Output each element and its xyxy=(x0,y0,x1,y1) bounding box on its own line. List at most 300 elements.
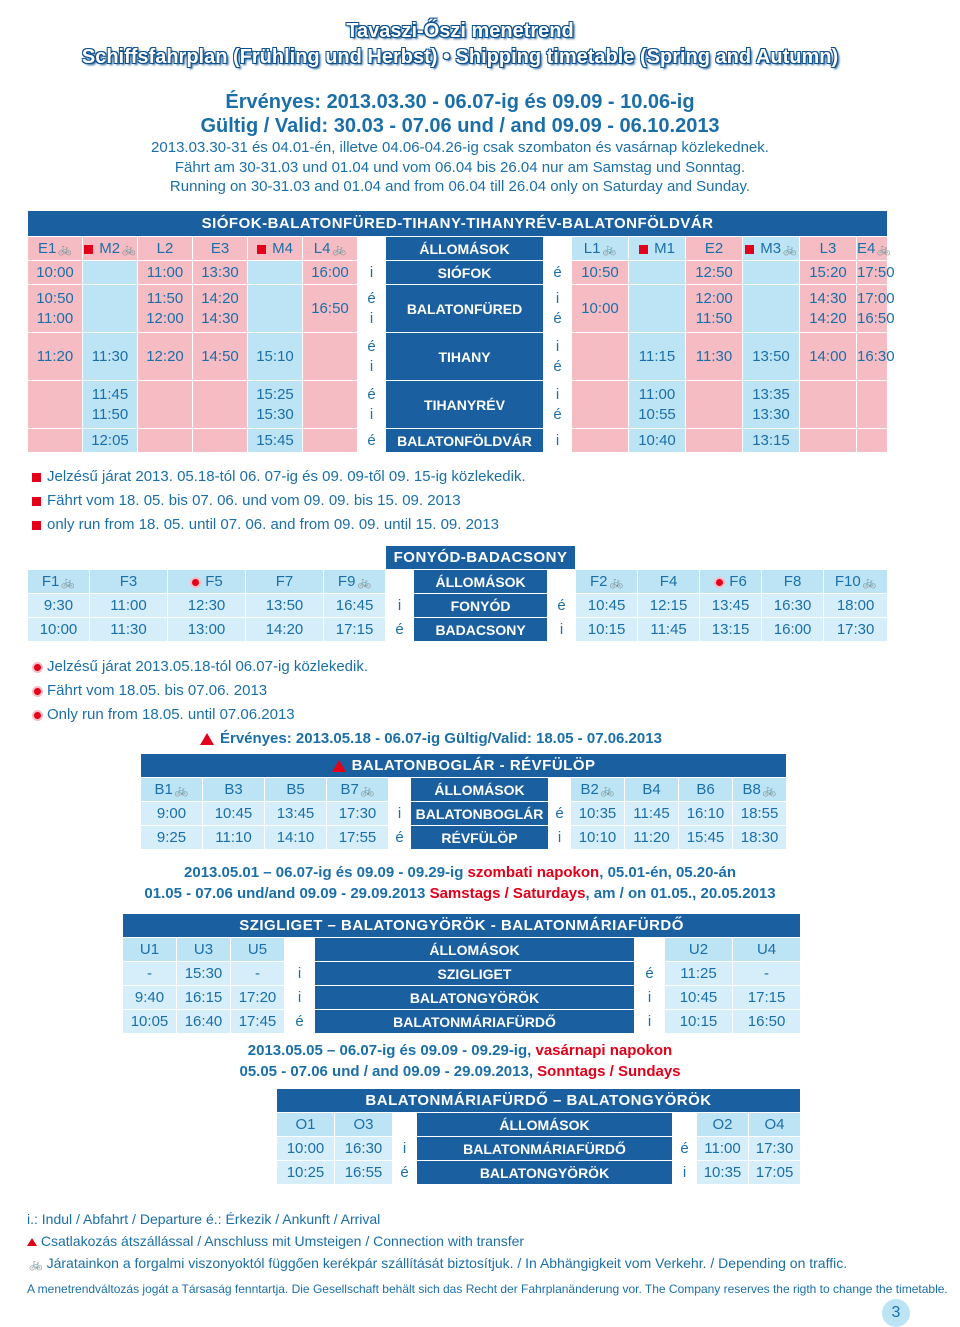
station-name: BALATONMÁRIAFÜRDŐ xyxy=(417,1137,673,1161)
legend xyxy=(27,1208,847,1276)
column-header xyxy=(389,778,411,802)
column-header xyxy=(358,237,386,261)
column-header: B7 🚲 xyxy=(327,778,389,802)
timetable-balatonboglar-revfulop xyxy=(140,753,787,850)
departure-time: 14:50 xyxy=(193,333,248,381)
station-name: RÉVFÜLÖP xyxy=(411,826,549,850)
departure-time: 14:30 14:20 xyxy=(800,285,857,333)
departure-time: 16:30 xyxy=(335,1137,393,1161)
departure-time: 10:10 xyxy=(571,826,625,850)
bicycle-icon: 🚲 xyxy=(600,785,615,797)
bicycle-icon: 🚲 xyxy=(357,577,372,589)
stop-type: é xyxy=(673,1137,697,1161)
departure-time: 16:00 xyxy=(762,618,824,642)
column-header: M4 xyxy=(248,237,303,261)
column-header: M3 🚲 xyxy=(743,237,800,261)
departure-time: 16:40 xyxy=(177,1010,231,1034)
stop-type: é xyxy=(393,1161,417,1185)
departure-time: 11:10 xyxy=(203,826,265,850)
departure-time xyxy=(83,261,138,285)
station-name: TIHANY xyxy=(386,333,544,381)
column-header: O4 xyxy=(749,1113,801,1137)
column-header: F4 xyxy=(638,570,700,594)
departure-time: 16:45 xyxy=(324,594,386,618)
departure-time xyxy=(572,381,629,429)
departure-time: 11:50 12:00 xyxy=(138,285,193,333)
bicycle-icon: 🚲 xyxy=(609,577,624,589)
spacer-cell xyxy=(133,1113,277,1137)
departure-time: 14:10 xyxy=(265,826,327,850)
sat-note-2a: 01.05 - 07.06 und/and 09.09 - 29.09.2013 xyxy=(144,885,430,902)
stop-type: i xyxy=(386,594,414,618)
departure-time: 10:00 xyxy=(572,285,629,333)
departure-time xyxy=(28,381,83,429)
transfer-arrow-icon xyxy=(27,1238,37,1246)
departure-time: 16:50 xyxy=(733,1010,801,1034)
note-en: only run from 18. 05. until 07. 06. and from 09. 09. until 15. 09. 2013 xyxy=(47,516,499,533)
departure-time: 14:20 xyxy=(246,618,324,642)
sunday-note xyxy=(0,1040,920,1082)
departure-time: 11:15 xyxy=(629,333,686,381)
departure-time: - xyxy=(733,962,801,986)
stop-type: i é xyxy=(544,381,572,429)
column-header: B1 🚲 xyxy=(141,778,203,802)
red-circle-marker-icon xyxy=(32,710,43,721)
departure-time: 11:45 xyxy=(638,618,700,642)
departure-time xyxy=(572,429,629,453)
table-row xyxy=(123,962,801,986)
column-header: F2 🚲 xyxy=(576,570,638,594)
column-header: F6 xyxy=(700,570,762,594)
departure-time: 10:40 xyxy=(629,429,686,453)
column-header: U1 xyxy=(123,938,177,962)
stop-type: é xyxy=(386,618,414,642)
timetable-siofok-balatonfoldvar xyxy=(27,210,895,453)
departure-time: 16:50 xyxy=(303,285,358,333)
departure-time: 16:55 xyxy=(335,1161,393,1185)
column-header: F7 xyxy=(246,570,324,594)
departure-time: 10:50 xyxy=(572,261,629,285)
departure-time xyxy=(800,429,857,453)
red-square-marker-icon xyxy=(32,473,41,482)
departure-time: 11:00 xyxy=(697,1137,749,1161)
validity-block xyxy=(0,90,920,197)
station-name: BALATONGYÖRÖK xyxy=(417,1161,673,1185)
table-row xyxy=(133,1161,801,1185)
column-header: L1 🚲 xyxy=(572,237,629,261)
column-header: U5 xyxy=(231,938,285,962)
bicycle-icon: 🚲 xyxy=(762,785,777,797)
stop-type: é xyxy=(549,802,571,826)
station-name: FONYÓD xyxy=(414,594,548,618)
stop-type: i é xyxy=(544,285,572,333)
departure-time: 18:00 xyxy=(824,594,888,618)
departure-time: 16:30 xyxy=(762,594,824,618)
red-circle-marker-icon xyxy=(190,577,201,588)
table-row xyxy=(28,594,888,618)
column-header: E1 🚲 xyxy=(28,237,83,261)
stop-type: é xyxy=(285,1010,315,1034)
stop-type: é i xyxy=(358,381,386,429)
departure-time: 11:00 10:55 xyxy=(629,381,686,429)
column-header: L3 xyxy=(800,237,857,261)
timetable-fonyod-badacsony xyxy=(27,545,888,642)
departure-time xyxy=(572,333,629,381)
table-row xyxy=(28,429,888,453)
departure-time: 11:30 xyxy=(90,618,168,642)
departure-time xyxy=(303,429,358,453)
bicycle-icon: 🚲 xyxy=(602,244,617,256)
sun-note-2a: 05.05 - 07.06 und / and 09.09 - 29.09.2013, xyxy=(239,1063,538,1080)
stop-type: é xyxy=(635,962,665,986)
sat-note-2b: , am / on 01.05., 20.05.2013 xyxy=(585,885,776,902)
departure-time: 17:05 xyxy=(749,1161,801,1185)
column-header: B4 xyxy=(625,778,679,802)
red-square-marker-icon xyxy=(257,245,266,254)
departure-time xyxy=(629,261,686,285)
stop-type: i xyxy=(544,429,572,453)
departure-time: 9:00 xyxy=(141,802,203,826)
stop-type: i xyxy=(549,826,571,850)
departure-time: 10:25 xyxy=(277,1161,335,1185)
stop-type: i xyxy=(389,802,411,826)
table-row xyxy=(28,261,888,285)
departure-time: 12:30 xyxy=(168,594,246,618)
bicycle-icon: 🚲 xyxy=(174,785,189,797)
stop-type: i xyxy=(673,1161,697,1185)
departure-time: 17:30 xyxy=(749,1137,801,1161)
table-row xyxy=(28,333,888,381)
departure-time: - xyxy=(231,962,285,986)
column-header: B3 xyxy=(203,778,265,802)
departure-time: 13:30 xyxy=(193,261,248,285)
departure-time: 12:00 11:50 xyxy=(686,285,743,333)
column-header: F10 🚲 xyxy=(824,570,888,594)
red-square-marker-icon xyxy=(84,245,93,254)
validity-note-en: Running on 30-31.03 and 01.04 and from 06.04 till 26.04 only on Saturday and Sunday. xyxy=(169,178,751,195)
station-name: BALATONFÖLDVÁR xyxy=(386,429,544,453)
column-header: B6 xyxy=(679,778,733,802)
column-header: L2 xyxy=(138,237,193,261)
column-header: E4 🚲 xyxy=(857,237,888,261)
sun-note-1a: 2013.05.05 – 06.07-ig és 09.09 - 09.29-ig, xyxy=(247,1042,536,1059)
departure-time: 13:00 xyxy=(168,618,246,642)
table-row xyxy=(141,802,787,826)
departure-time: 11:45 11:50 xyxy=(83,381,138,429)
bicycle-icon: 🚲 xyxy=(61,577,76,589)
departure-time: 13:45 xyxy=(700,594,762,618)
departure-time: 17:30 xyxy=(327,802,389,826)
departure-time: 10:45 xyxy=(576,594,638,618)
legend-departure-arrival: i.: Indul / Abfahrt / Departure é.: Érkezik / Ankunft / Arrival xyxy=(27,1211,381,1227)
bicycle-icon: 🚲 xyxy=(332,244,347,256)
departure-time: 10:35 xyxy=(571,802,625,826)
red-square-marker-icon xyxy=(639,245,648,254)
station-name: BALATONBOGLÁR xyxy=(411,802,549,826)
stop-type: é xyxy=(544,261,572,285)
column-header xyxy=(393,1113,417,1137)
departure-time: 17:30 xyxy=(824,618,888,642)
departure-time: 11:25 xyxy=(665,962,733,986)
table-row xyxy=(133,1137,801,1161)
departure-time: 14:00 xyxy=(800,333,857,381)
sun-note-1-red: vasárnapi napokon xyxy=(535,1042,673,1059)
station-name: TIHANYRÉV xyxy=(386,381,544,429)
column-header: E3 xyxy=(193,237,248,261)
station-name: BADACSONY xyxy=(414,618,548,642)
departure-time: 12:20 xyxy=(138,333,193,381)
departure-time: 12:50 xyxy=(686,261,743,285)
column-header: F1 🚲 xyxy=(28,570,90,594)
departure-time xyxy=(686,429,743,453)
stop-type: i xyxy=(285,986,315,1010)
stop-type: é xyxy=(548,594,576,618)
departure-time: 10:00 xyxy=(28,618,90,642)
column-header xyxy=(549,778,571,802)
departure-time xyxy=(138,381,193,429)
column-header: ÁLLOMÁSOK xyxy=(411,778,549,802)
departure-time: 13:50 xyxy=(246,594,324,618)
legend-transfer: Csatlakozás átszállással / Anschluss mit Umsteigen / Connection with transfer xyxy=(40,1233,525,1249)
departure-time: 11:45 xyxy=(625,802,679,826)
stop-type: i xyxy=(635,1010,665,1034)
departure-time: 15:45 xyxy=(679,826,733,850)
departure-time: 15:45 xyxy=(248,429,303,453)
column-header: O3 xyxy=(335,1113,393,1137)
page-title-block xyxy=(0,18,920,70)
column-header xyxy=(635,938,665,962)
departure-time xyxy=(743,261,800,285)
departure-time: 13:45 xyxy=(265,802,327,826)
stop-type: i xyxy=(393,1137,417,1161)
timetable-szigliget-balatonmariafurdo xyxy=(122,913,801,1034)
stop-type: é xyxy=(358,429,386,453)
station-name: BALATONFÜRED xyxy=(386,285,544,333)
bicycle-icon: 🚲 xyxy=(360,785,375,797)
column-header xyxy=(544,237,572,261)
departure-time: 9:25 xyxy=(141,826,203,850)
table-row xyxy=(28,381,888,429)
departure-time: 11:20 xyxy=(625,826,679,850)
departure-time: 9:40 xyxy=(123,986,177,1010)
note-en: Only run from 18.05. until 07.06.2013 xyxy=(47,706,295,723)
red-square-marker-icon xyxy=(32,497,41,506)
departure-time xyxy=(857,381,888,429)
bicycle-icon: 🚲 xyxy=(862,577,877,589)
departure-time: 18:55 xyxy=(733,802,787,826)
station-name: SZIGLIGET xyxy=(315,962,635,986)
departure-time: 10:15 xyxy=(576,618,638,642)
page-number: 3 xyxy=(882,1299,910,1327)
station-name: SIÓFOK xyxy=(386,261,544,285)
departure-time xyxy=(629,285,686,333)
validity-hu: Érvényes: 2013.03.30 - 06.07-ig és 09.09 - 10.06-ig xyxy=(225,91,695,113)
departure-time xyxy=(193,429,248,453)
legend-bike: Járatainkon a forgalmi viszonyoktól függően kerékpár szállítását biztosítjuk. / In Abhängigkeit vom Verkehr. / Depending on traffic. xyxy=(46,1255,848,1271)
departure-time: 10:45 xyxy=(203,802,265,826)
departure-time: 11:30 xyxy=(83,333,138,381)
departure-time xyxy=(138,429,193,453)
departure-time: 10:35 xyxy=(697,1161,749,1185)
column-header: ÁLLOMÁSOK xyxy=(315,938,635,962)
departure-time: 11:30 xyxy=(686,333,743,381)
column-header: F8 xyxy=(762,570,824,594)
departure-time: 16:00 xyxy=(303,261,358,285)
departure-time: 9:30 xyxy=(28,594,90,618)
departure-time: 16:30 xyxy=(857,333,888,381)
note-hu: Jelzésű járat 2013.05.18-tól 06.07-ig közlekedik. xyxy=(47,658,369,675)
red-circle-marker-icon xyxy=(32,662,43,673)
column-header: U3 xyxy=(177,938,231,962)
validity-note-hu: 2013.03.30-31 és 04.01-én, illetve 04.06-04.26-ig csak szombaton és vasárnap közlekednek. xyxy=(151,139,769,156)
sun-note-2-red: Sonntags / Sundays xyxy=(537,1063,681,1080)
stop-type: é i xyxy=(358,333,386,381)
departure-time: 12:15 xyxy=(638,594,700,618)
page-subtitle: Schiffsfahrplan (Frühling und Herbst) • Shipping timetable (Spring and Autumn) xyxy=(81,46,839,68)
table-row xyxy=(28,285,888,333)
spacer-cell xyxy=(133,1137,277,1161)
departure-time xyxy=(743,285,800,333)
column-header: U4 xyxy=(733,938,801,962)
route3-validity-text: Érvényes: 2013.05.18 - 06.07-ig Gültig/Valid: 18.05 - 07.06.2013 xyxy=(220,730,662,747)
table-row xyxy=(123,1010,801,1034)
departure-time: 17:55 xyxy=(327,826,389,850)
bicycle-icon: 🚲 xyxy=(122,244,136,256)
page-title: Tavaszi-Őszi menetrend xyxy=(346,20,574,42)
departure-time: 11:20 xyxy=(28,333,83,381)
column-header xyxy=(548,570,576,594)
column-header: O2 xyxy=(697,1113,749,1137)
footer-disclaimer: A menetrendváltozás jogát a Társaság fenntartja. Die Gesellschaft behält sich das Recht der Fahrplanänderung vor. The Company reserves the rigth to change the timetable. xyxy=(27,1282,948,1296)
route1-notes xyxy=(32,465,526,537)
departure-time: 18:30 xyxy=(733,826,787,850)
stop-type: i xyxy=(285,962,315,986)
sat-note-1-red: szombati napokon xyxy=(467,864,600,881)
validity-note-de: Fährt am 30-31.03 und 01.04 und vom 06.04 bis 26.04 nur am Samstag und Sonntag. xyxy=(174,158,746,176)
column-header xyxy=(386,570,414,594)
departure-time: 15:10 xyxy=(248,333,303,381)
station-name: BALATONGYÖRÖK xyxy=(315,986,635,1010)
column-header: M2 🚲 xyxy=(83,237,138,261)
departure-time: 10:45 xyxy=(665,986,733,1010)
red-triangle-marker-icon xyxy=(332,760,346,772)
stop-type: i xyxy=(548,618,576,642)
sat-note-2-red: Samstags / Saturdays xyxy=(429,885,586,902)
departure-time: 13:35 13:30 xyxy=(743,381,800,429)
bicycle-icon: 🚲 xyxy=(783,244,797,256)
note-de: Fährt vom 18. 05. bis 07. 06. und vom 09. 09. bis 15. 09. 2013 xyxy=(47,492,461,509)
column-header: ÁLLOMÁSOK xyxy=(417,1113,673,1137)
departure-time: 10:00 xyxy=(28,261,83,285)
departure-time xyxy=(193,381,248,429)
route-title: FONYÓD-BADACSONY xyxy=(386,546,576,570)
departure-time: 17:45 xyxy=(231,1010,285,1034)
departure-time: 12:05 xyxy=(83,429,138,453)
departure-time: 17:00 16:50 xyxy=(857,285,888,333)
departure-time: 17:50 xyxy=(857,261,888,285)
departure-time: 11:00 xyxy=(138,261,193,285)
spacer-cell xyxy=(133,1161,277,1185)
stop-type: é xyxy=(389,826,411,850)
validity-de-en: Gültig / Valid: 30.03 - 07.06 und / and 09.09 - 06.10.2013 xyxy=(200,115,720,137)
departure-time: 13:50 xyxy=(743,333,800,381)
departure-time: 10:00 xyxy=(277,1137,335,1161)
note-hu: Jelzésű járat 2013. 05.18-tól 06. 07-ig és 09. 09-től 09. 15-ig közlekedik. xyxy=(47,468,526,485)
red-square-marker-icon xyxy=(32,521,41,530)
column-header: F3 xyxy=(90,570,168,594)
stop-type: i xyxy=(635,986,665,1010)
stop-type: i xyxy=(358,261,386,285)
sat-note-1a: 2013.05.01 – 06.07-ig és 09.09 - 09.29-ig xyxy=(184,864,468,881)
column-header: ÁLLOMÁSOK xyxy=(414,570,548,594)
column-header: F5 xyxy=(168,570,246,594)
departure-time xyxy=(303,333,358,381)
route-title: SIÓFOK-BALATONFÜRED-TIHANY-TIHANYRÉV-BALATONFÖLDVÁR xyxy=(28,211,888,237)
route2-notes xyxy=(32,655,368,727)
red-square-marker-icon xyxy=(745,245,754,254)
bicycle-icon: 🚲 xyxy=(58,244,73,256)
column-header: ÁLLOMÁSOK xyxy=(386,237,544,261)
column-header xyxy=(673,1113,697,1137)
departure-time: 10:05 xyxy=(123,1010,177,1034)
departure-time: 15:25 15:30 xyxy=(248,381,303,429)
sat-note-1b: , 05.01-én, 05.20-án xyxy=(599,864,736,881)
column-header xyxy=(285,938,315,962)
column-header: B5 xyxy=(265,778,327,802)
departure-time xyxy=(248,285,303,333)
bicycle-icon: 🚲 xyxy=(877,244,892,256)
departure-time: 10:15 xyxy=(665,1010,733,1034)
column-header: U2 xyxy=(665,938,733,962)
stop-type: é i xyxy=(358,285,386,333)
departure-time: 15:30 xyxy=(177,962,231,986)
route3-validity xyxy=(200,730,662,747)
column-header: B2 🚲 xyxy=(571,778,625,802)
red-circle-marker-icon xyxy=(714,577,725,588)
departure-time: 13:15 xyxy=(743,429,800,453)
departure-time: 17:15 xyxy=(733,986,801,1010)
departure-time: 11:00 xyxy=(90,594,168,618)
saturday-note xyxy=(0,862,920,904)
departure-time: 15:20 xyxy=(800,261,857,285)
column-header: B8 🚲 xyxy=(733,778,787,802)
stop-type: i é xyxy=(544,333,572,381)
departure-time: 10:50 11:00 xyxy=(28,285,83,333)
departure-time: 16:15 xyxy=(177,986,231,1010)
route-title: BALATONMÁRIAFÜRDŐ – BALATONGYÖRÖK xyxy=(277,1089,801,1113)
red-circle-marker-icon xyxy=(32,686,43,697)
station-name: BALATONMÁRIAFÜRDŐ xyxy=(315,1010,635,1034)
table-row xyxy=(28,618,888,642)
departure-time xyxy=(28,429,83,453)
route3-title-text: BALATONBOGLÁR - RÉVFÜLÖP xyxy=(351,757,596,774)
departure-time xyxy=(800,381,857,429)
column-header: O1 xyxy=(277,1113,335,1137)
departure-time: 13:15 xyxy=(700,618,762,642)
note-de: Fährt vom 18.05. bis 07.06. 2013 xyxy=(47,682,268,699)
route-title: SZIGLIGET – BALATONGYÖRÖK - BALATONMÁRIAFÜRDŐ xyxy=(123,914,801,938)
table-row xyxy=(123,986,801,1010)
departure-time xyxy=(686,381,743,429)
departure-time: 17:20 xyxy=(231,986,285,1010)
column-header: M1 xyxy=(629,237,686,261)
red-triangle-marker-icon xyxy=(200,733,214,745)
departure-time xyxy=(83,285,138,333)
column-header: L4 🚲 xyxy=(303,237,358,261)
table-row xyxy=(141,826,787,850)
departure-time: 14:20 14:30 xyxy=(193,285,248,333)
departure-time xyxy=(303,381,358,429)
